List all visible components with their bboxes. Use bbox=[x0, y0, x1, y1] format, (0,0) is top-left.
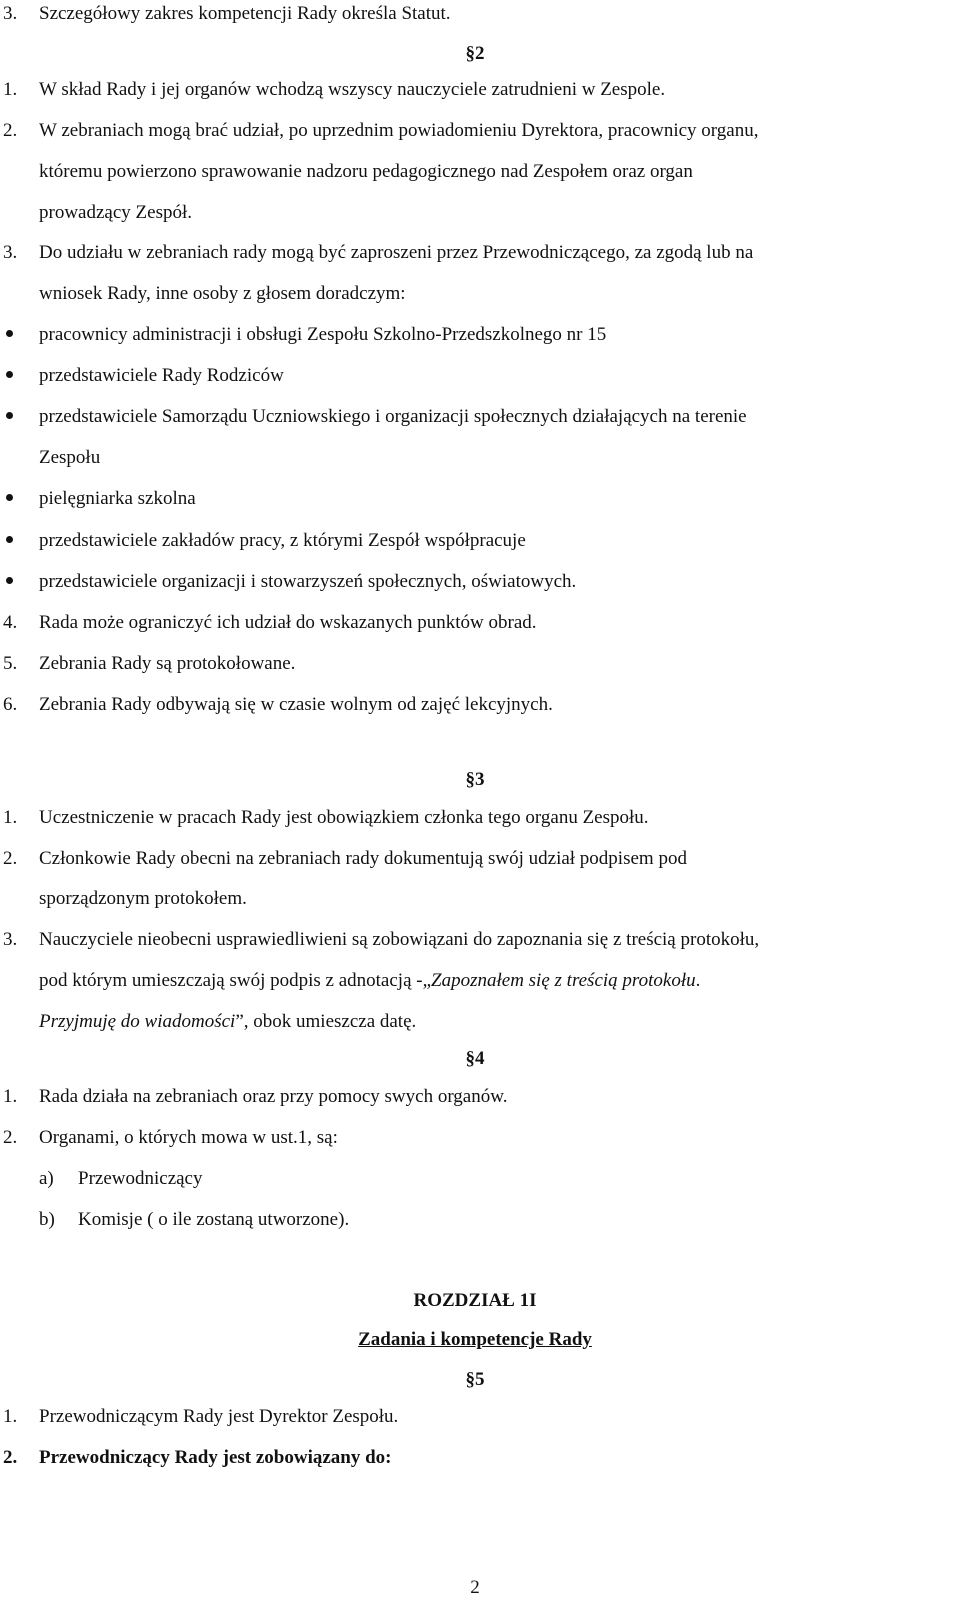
item-text: Do udziału w zebraniach rady mogą być zaproszeni przez Przewodniczącego, za zgodą lub na bbox=[39, 242, 754, 263]
bullet-text: przedstawiciele Rady Rodziców bbox=[39, 365, 284, 386]
annotation-quote-end: Przyjmuję do wiadomości bbox=[39, 1011, 236, 1032]
bullet-text: przedstawiciele zakładów pracy, z którymi Zespół współpracuje bbox=[39, 530, 526, 551]
annotation-punct: . bbox=[695, 970, 701, 991]
item-number: 2. bbox=[3, 1127, 18, 1148]
item-text: Zebrania Rady są protokołowane. bbox=[39, 653, 296, 674]
item-text: Uczestniczenie w pracach Rady jest obowiązkiem członka tego organu Zespołu. bbox=[39, 807, 649, 828]
list-letter: a) bbox=[39, 1168, 54, 1189]
bullet-text: przedstawiciele organizacji i stowarzyszeń społecznych, oświatowych. bbox=[39, 571, 577, 592]
item-number: 6. bbox=[3, 694, 18, 715]
item-text: Członkowie Rady obecni na zebraniach rady dokumentują swój udział podpisem pod bbox=[39, 848, 687, 869]
bullet-icon bbox=[6, 371, 13, 378]
bullet-text: przedstawiciele Samorządu Uczniowskiego i organizacji społecznych działających na terenie bbox=[39, 406, 747, 427]
item-text: Przewodniczącym Rady jest Dyrektor Zespołu. bbox=[39, 1406, 399, 1427]
item-text-continued bbox=[39, 1012, 416, 1031]
item-text: Rada może ograniczyć ich udział do wskazanych punktów obrad. bbox=[39, 612, 537, 633]
item-text-continued bbox=[39, 971, 700, 990]
item-text: Przewodniczący Rady jest zobowiązany do: bbox=[39, 1447, 392, 1468]
item-number: 2. bbox=[3, 120, 18, 141]
item-text: W skład Rady i jej organów wchodzą wszyscy nauczyciele zatrudnieni w Zespole. bbox=[39, 79, 666, 100]
bullet-icon bbox=[6, 536, 13, 543]
item-text: Organami, o których mowa w ust.1, są: bbox=[39, 1127, 338, 1148]
annotation-prefix: pod którym umieszczają swój podpis z adnotacją -„ bbox=[39, 970, 432, 991]
section-heading-5: §5 bbox=[465, 1369, 485, 1390]
chapter-title: ROZDZIAŁ 1I bbox=[413, 1290, 537, 1311]
page-number: 2 bbox=[470, 1577, 480, 1598]
section-heading-2: §2 bbox=[465, 43, 485, 64]
bullet-icon bbox=[6, 412, 13, 419]
section-heading-3: §3 bbox=[465, 769, 485, 790]
bullet-icon bbox=[6, 577, 13, 584]
section-heading-4: §4 bbox=[465, 1048, 485, 1069]
item-number: 4. bbox=[3, 612, 18, 633]
item-text: W zebraniach mogą brać udział, po uprzednim powiadomieniu Dyrektora, pracownicy organu, bbox=[39, 120, 759, 141]
item-number: 5. bbox=[3, 653, 18, 674]
item-text: Zebrania Rady odbywają się w czasie wolnym od zajęć lekcyjnych. bbox=[39, 694, 553, 715]
annotation-suffix: ”, obok umieszcza datę. bbox=[235, 1011, 417, 1032]
list-text: Komisje ( o ile zostaną utworzone). bbox=[78, 1209, 350, 1230]
bullet-text: pielęgniarka szkolna bbox=[39, 488, 196, 509]
item-text: Nauczyciele nieobecni usprawiedliwieni są zobowiązani do zapoznania się z treścią protokołu, bbox=[39, 929, 760, 950]
bullet-text: pracownicy administracji i obsługi Zespołu Szkolno-Przedszkolnego nr 15 bbox=[39, 324, 607, 345]
item-text: Rada działa na zebraniach oraz przy pomocy swych organów. bbox=[39, 1086, 508, 1107]
annotation-quote: Zapoznałem się z treścią protokołu bbox=[431, 970, 696, 991]
item-text: Szczegółowy zakres kompetencji Rady określa Statut. bbox=[39, 3, 451, 24]
item-number: 1. bbox=[3, 807, 18, 828]
item-number: 2. bbox=[3, 848, 18, 869]
chapter-subtitle-text: Zadania i kompetencje Rady bbox=[358, 1329, 592, 1350]
item-number: 3. bbox=[3, 242, 18, 263]
bullet-icon bbox=[6, 330, 13, 337]
item-text-continued: prowadzący Zespół. bbox=[39, 202, 192, 223]
item-number: 2. bbox=[3, 1447, 18, 1468]
chapter-subtitle bbox=[0, 1330, 950, 1349]
item-number: 3. bbox=[3, 3, 18, 24]
list-letter: b) bbox=[39, 1209, 55, 1230]
item-text-continued: sporządzonym protokołem. bbox=[39, 888, 247, 909]
item-number: 1. bbox=[3, 1086, 18, 1107]
bullet-text-continued: Zespołu bbox=[39, 447, 101, 468]
item-number: 3. bbox=[3, 929, 18, 950]
list-text: Przewodniczący bbox=[78, 1168, 203, 1189]
item-number: 1. bbox=[3, 79, 18, 100]
item-text-continued: któremu powierzono sprawowanie nadzoru pedagogicznego nad Zespołem oraz organ bbox=[39, 161, 693, 182]
item-text-continued: wniosek Rady, inne osoby z głosem doradczym: bbox=[39, 283, 406, 304]
item-number: 1. bbox=[3, 1406, 18, 1427]
bullet-icon bbox=[6, 494, 13, 501]
